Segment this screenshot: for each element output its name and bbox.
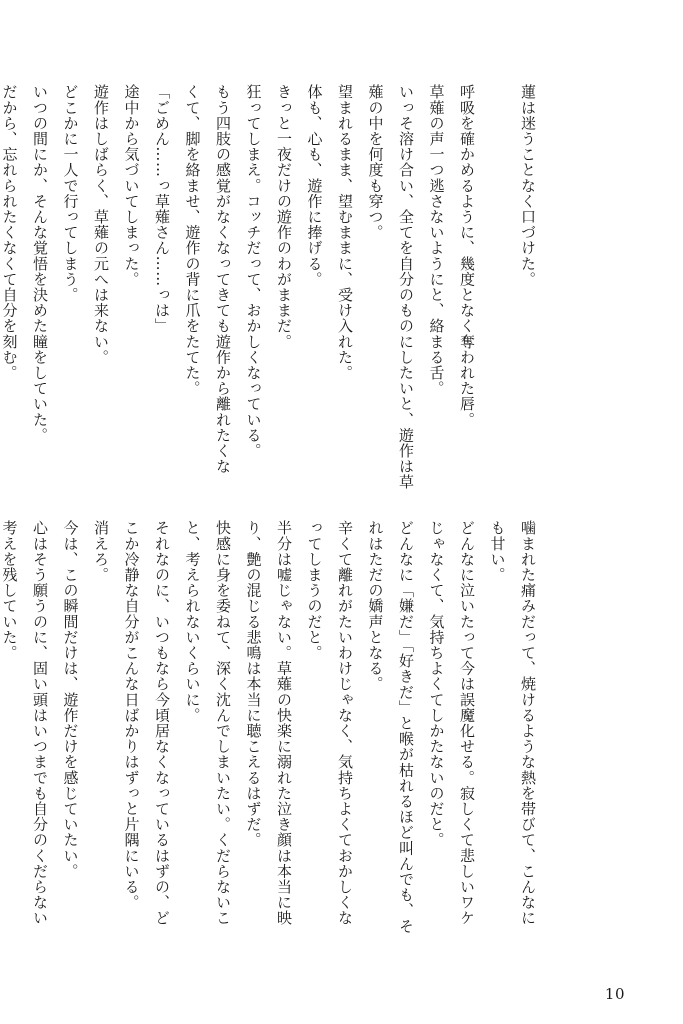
text-line: 薙の中を何度も穿つ。 bbox=[366, 84, 385, 240]
upper-text-block bbox=[0, 84, 543, 534]
text-line: ってしまうのだと。 bbox=[305, 520, 324, 661]
text-line: 辛くて離れがたいわけじゃなく、気持ちよくておかしくな bbox=[336, 520, 354, 926]
text-line: どこかに一人で行ってしまう。 bbox=[61, 84, 80, 303]
text-line: 望まれるまま、望むままに、受け入れた。 bbox=[336, 84, 354, 381]
text-line: 消えろ。 bbox=[92, 520, 110, 583]
lower-text-block bbox=[0, 520, 543, 980]
text-line: 快感に身を委ねて、深く沈んでしまいたい。くだらないこ bbox=[214, 520, 232, 926]
text-line: 半分は嘘じゃない。草薙の快楽に溺れた泣き顔は本当に映 bbox=[275, 520, 293, 926]
text-line: 途中から気づいてしまった。 bbox=[122, 84, 141, 287]
text-line: と、考えられないくらいに。 bbox=[183, 520, 202, 723]
text-line: 噛まれた痛みだって、焼けるような熱を帯びて、こんなに bbox=[519, 520, 537, 926]
text-line: 「ごめん……っ草薙さん……っは」 bbox=[153, 84, 171, 334]
text-line: こか冷静な自分がこんな日ばかりはずっと片隅にいる。 bbox=[122, 520, 141, 910]
text-line: 体も、心も、遊作に捧げる。 bbox=[305, 84, 324, 287]
text-line: 草薙の声一つ逃さないようにと、絡まる舌。 bbox=[427, 84, 446, 396]
text-line: いっそ溶け合い、全てを自分のものにしたいと、遊作は草 bbox=[397, 84, 415, 490]
text-line: もう四肢の感覚がなくなってきても遊作から離れたくな bbox=[214, 84, 232, 474]
text-line: 遊作はしばらく、草薙の元へは来ない。 bbox=[92, 84, 110, 365]
text-line: 狂ってしまえ。コッチだって、おかしくなっている。 bbox=[244, 84, 263, 459]
text-line: 蓮は迷うことなく口づけた。 bbox=[519, 84, 537, 287]
text-line: いつの間にか、そんな覚悟を決めた瞳をしていた。 bbox=[31, 84, 49, 443]
text-line: も甘い。 bbox=[488, 520, 507, 583]
text-line: 今は、この瞬間だけは、遊作だけを感じていたい。 bbox=[61, 520, 80, 879]
text-line: り、艶の混じる悲鳴は本当に聴こえるはずだ。 bbox=[244, 520, 263, 848]
text-line: くて、脚を絡ませ、遊作の背に爪をたてた。 bbox=[183, 84, 202, 396]
text-line: どんなに「嫌だ」「好きだ」と喉が枯れるほど叫んでも、そ bbox=[397, 520, 415, 934]
text-line bbox=[482, 84, 513, 534]
text-line: どんなに泣いたって今は誤魔化せる。寂しくて悲しいワケ bbox=[458, 520, 476, 926]
text-line: 心はそう願うのに、固い頭はいつまでも自分のくだらない bbox=[31, 520, 49, 926]
text-line: 考えを残していた。 bbox=[0, 520, 19, 661]
text-line: 呼吸を確かめるように、幾度となく奪われた唇。 bbox=[458, 84, 476, 428]
text-line: それなのに、いつもなら今頃居なくなっているはずの、ど bbox=[153, 520, 171, 926]
page-number: 10 bbox=[604, 985, 625, 1003]
text-line: きっと一夜だけの遊作のわがままだ。 bbox=[275, 84, 293, 350]
text-line: だから、忘れられたくなくて自分を刻む。 bbox=[0, 84, 19, 381]
text-line: じゃなくて、気持ちよくてしかたないのだと。 bbox=[427, 520, 446, 848]
text-line: れはただの嬌声となる。 bbox=[366, 520, 385, 692]
